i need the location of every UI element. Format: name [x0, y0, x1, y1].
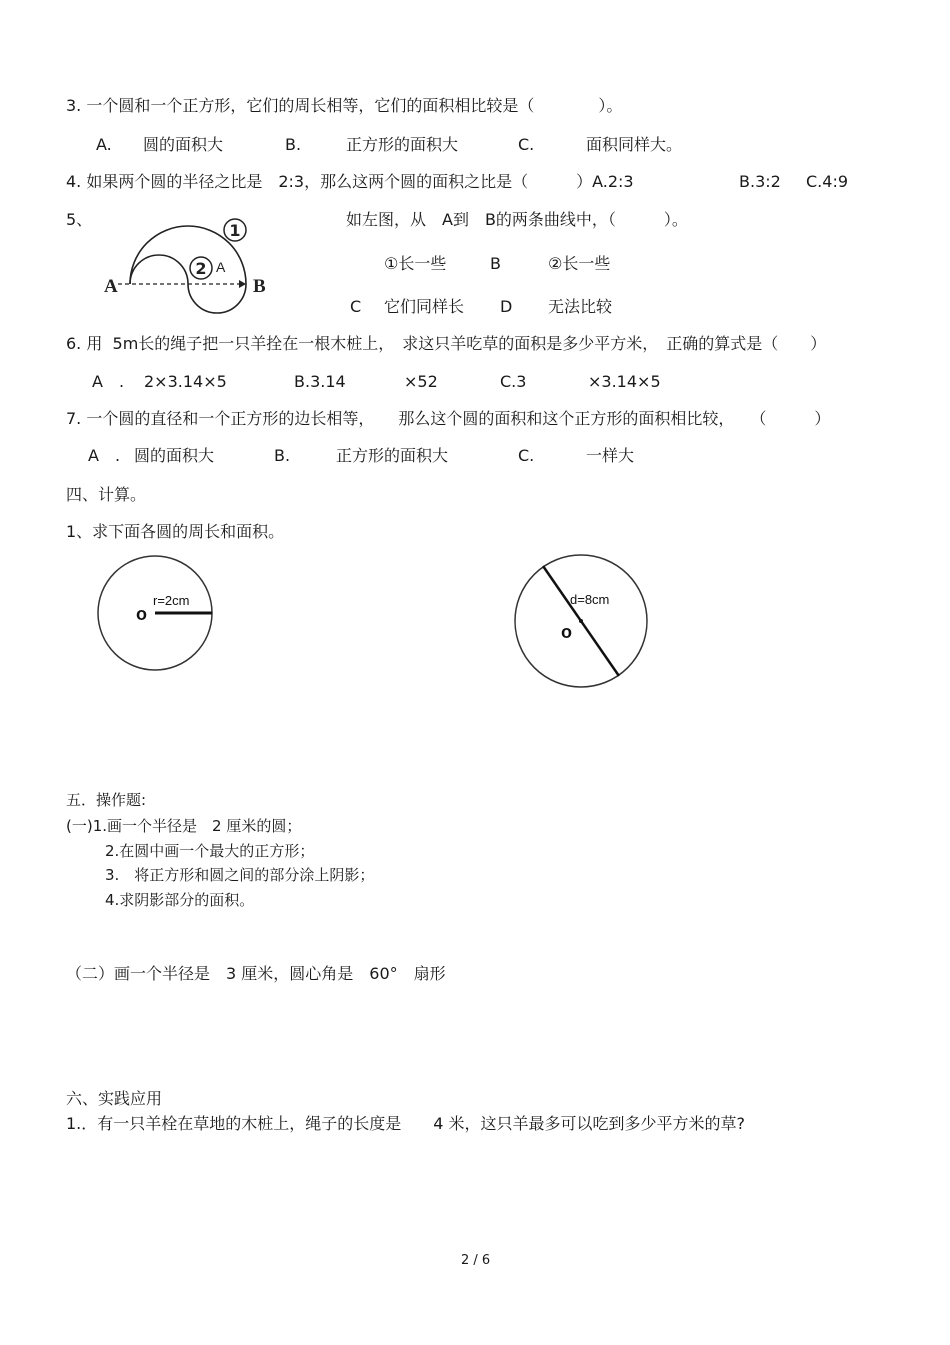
q5-option-1: ①长一些 [384, 254, 447, 273]
q6-option-b: B.3.14 [294, 372, 346, 391]
q5-option-b-key: B [490, 254, 501, 273]
label-a: A [104, 276, 118, 297]
section-5-title: 五．操作题: [66, 791, 147, 809]
diameter-label: d=8cm [570, 592, 610, 607]
q4-stem: 4. 如果两个圆的半径之比是 2:3，那么这两个圆的面积之比是（ ）A.2:3 [66, 172, 634, 191]
q5-option-c: 它们同样长 [384, 297, 465, 316]
label-a-small: A [216, 259, 226, 275]
q5-option-d-key: D [500, 297, 513, 316]
q4-option-c: C.4:9 [806, 172, 849, 191]
q3-option-c: 面积同样大。 [586, 135, 683, 154]
circle-diameter-figure [506, 553, 656, 693]
q5-option-d: 无法比较 [548, 297, 613, 316]
section-5-step-2: 2.在圆中画一个最大的正方形； [105, 842, 315, 860]
q4-option-b: B.3:2 [739, 172, 781, 191]
q3-option-a-key: A. [96, 135, 112, 154]
q6-option-a-key: A . [92, 372, 125, 391]
q7-option-c: 一样大 [586, 446, 635, 465]
circled-2-digit: 2 [195, 259, 207, 278]
section-5-step-1: (一)1.画一个半径是 2 厘米的圆； [66, 817, 302, 835]
section-6-q1: 1.．有一只羊栓在草地的木桩上，绳子的长度是 4 米，这只羊最多可以吃到多少平方米的草? [66, 1114, 746, 1133]
q6-stem: 6. 用 5m长的绳子把一只羊拴在一根木桩上， 求这只羊吃草的面积是多少平方米， 正确的算式是（ ） [66, 334, 827, 353]
page-number: 2 / 6 [461, 1253, 491, 1268]
q7-option-a-key: A . [88, 446, 121, 465]
circle-2-center-label: o [561, 622, 572, 642]
section-4-title: 四、计算。 [66, 485, 147, 504]
q6-option-c-tail: ×3.14×5 [588, 372, 661, 391]
circled-1-digit: 1 [229, 221, 241, 240]
q6-option-c: C.3 [500, 372, 527, 391]
section-5-part-2: （二）画一个半径是 3 厘米，圆心角是 60° 扇形 [66, 964, 446, 983]
q6-option-a: 2×3.14×5 [144, 372, 227, 391]
q7-option-a: 圆的面积大 [134, 446, 215, 465]
q5-number: 5、 [66, 210, 93, 229]
center-dot [579, 619, 583, 623]
q7-stem: 7. 一个圆的直径和一个正方形的边长相等， 那么这个圆的面积和这个正方形的面积相比较， （ ） [66, 409, 831, 428]
circle-radius-figure [90, 552, 230, 682]
q5-option-2: ②长一些 [548, 254, 611, 273]
q5-stem: 如左图，从 A到 B的两条曲线中，（ ）。 [346, 210, 688, 229]
q5-option-c-key: C [350, 297, 362, 316]
section-5-step-4: 4.求阴影部分的面积。 [105, 891, 255, 909]
section-4-q1: 1、求下面各圆的周长和面积。 [66, 522, 285, 541]
q7-option-c-key: C. [518, 446, 535, 465]
circle-1-center-label: o [136, 604, 147, 624]
q3-option-b-key: B. [285, 135, 302, 154]
q7-option-b: 正方形的面积大 [336, 446, 449, 465]
section-6-title: 六、实践应用 [66, 1089, 163, 1108]
q3-option-c-key: C. [518, 135, 535, 154]
q3-stem: 3. 一个圆和一个正方形，它们的周长相等，它们的面积相比较是（ ）。 [66, 96, 623, 115]
q5-curves-figure [100, 210, 280, 310]
arrow-head [239, 280, 246, 288]
q6-option-b-tail: ×52 [404, 372, 438, 391]
q3-option-b: 正方形的面积大 [346, 135, 459, 154]
q7-option-b-key: B. [274, 446, 291, 465]
radius-label: r=2cm [153, 593, 190, 608]
section-5-step-3: 3. 将正方形和圆之间的部分涂上阴影； [105, 866, 375, 884]
label-b: B [253, 276, 266, 297]
q3-option-a: 圆的面积大 [143, 135, 224, 154]
